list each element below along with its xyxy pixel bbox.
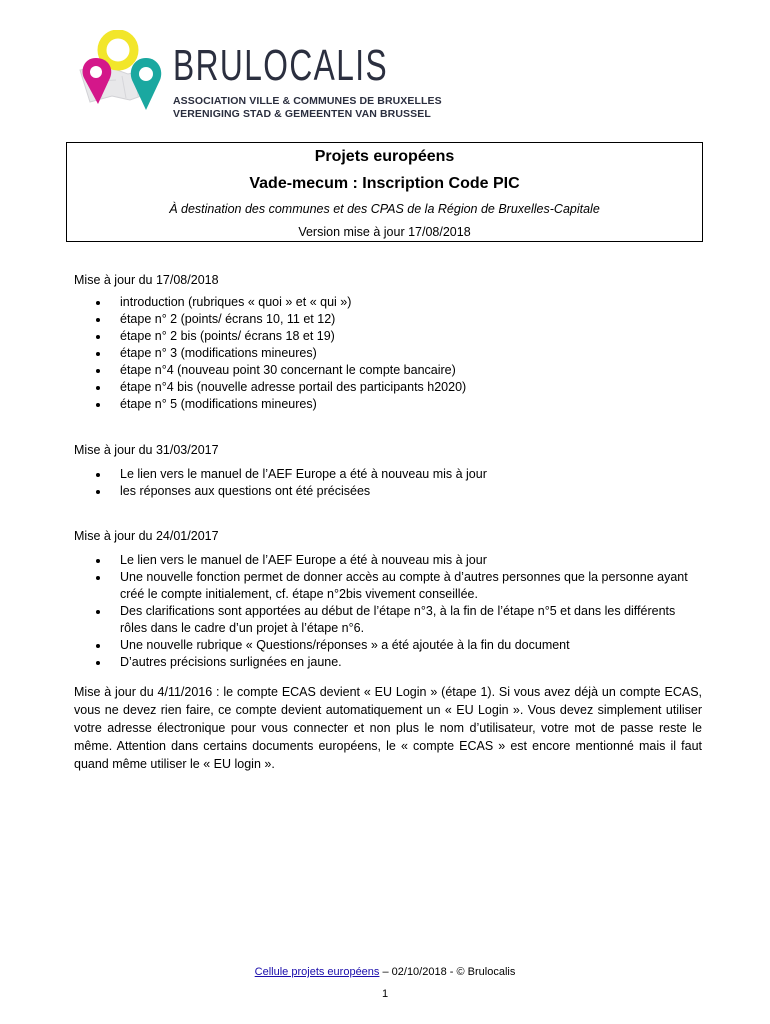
update-paragraph: Mise à jour du 4/11/2016 : le compte ECAS devient « EU Login » (étape 1). Si vous avez déjà un compte ECAS, vous ne devez rien faire, ce compte devient automatiquement un « EU Login ». Vous devez simplement utiliser votre adresse électronique pour vous connecter et non plus le nom d’utilisateur, votre mot de passe reste le même. Attention dans certains documents européens, le « compte ECAS » est encore mentionné mais il faut quand même utiliser le « EU login ».: [74, 685, 702, 771]
list-item: introduction (rubriques « quoi » et « qui »): [74, 294, 702, 311]
logo-pins-icon: [76, 30, 176, 120]
footer-text: – 02/10/2018 - © Brulocalis: [379, 966, 516, 978]
list-item: étape n° 5 (modifications mineures): [74, 396, 702, 413]
title-line-1: Projets européens: [314, 148, 455, 165]
list-item: D’autres précisions surlignées en jaune.: [74, 654, 702, 671]
update-heading: Mise à jour du 24/01/2017: [74, 529, 219, 543]
title-line-2: Vade-mecum : Inscription Code PIC: [249, 175, 520, 192]
version-text: Version mise à jour 17/08/2018: [298, 225, 471, 239]
list-item: Le lien vers le manuel de l’AEF Europe a été à nouveau mis à jour: [74, 466, 702, 483]
list-item: étape n° 2 (points/ écrans 10, 11 et 12): [74, 311, 702, 328]
list-item: étape n°4 bis (nouvelle adresse portail des participants h2020): [74, 379, 702, 396]
title-box: [66, 142, 703, 242]
list-item: étape n° 3 (modifications mineures): [74, 345, 702, 362]
list-item: Le lien vers le manuel de l’AEF Europe a été à nouveau mis à jour: [74, 552, 702, 569]
update-list: [74, 466, 702, 500]
update-heading: Mise à jour du 17/08/2018: [74, 273, 219, 287]
list-item: étape n° 2 bis (points/ écrans 18 et 19): [74, 328, 702, 345]
logo-line-1: ASSOCIATION VILLE & COMMUNES DE BRUXELLES: [173, 95, 442, 107]
list-item: Une nouvelle fonction permet de donner accès au compte à d’autres personnes que la personne ayant créé le compte initialement, cf. étape n°2bis vivement conseillée.: [74, 569, 702, 603]
list-item: étape n°4 (nouveau point 30 concernant le compte bancaire): [74, 362, 702, 379]
logo-name: BRULOCALIS: [173, 41, 389, 90]
footer: [0, 966, 770, 978]
list-item: Des clarifications sont apportées au début de l’étape n°3, à la fin de l’étape n°5 et dans les différents rôles dans le cadre d’un projet à l’étape n°6.: [74, 603, 702, 637]
update-list: [74, 552, 702, 671]
logo-line-2: VERENIGING STAD & GEMEENTEN VAN BRUSSEL: [173, 108, 431, 120]
update-list: [74, 294, 702, 413]
list-item: Une nouvelle rubrique « Questions/réponses » a été ajoutée à la fin du document: [74, 637, 702, 654]
update-heading: Mise à jour du 31/03/2017: [74, 443, 219, 457]
brulocalis-logo: [76, 30, 442, 120]
footer-link[interactable]: Cellule projets européens: [254, 966, 380, 978]
list-item: les réponses aux questions ont été précisées: [74, 483, 702, 500]
page-number: 1: [381, 988, 389, 1000]
title-subtitle: À destination des communes et des CPAS de la Région de Bruxelles-Capitale: [169, 202, 600, 216]
